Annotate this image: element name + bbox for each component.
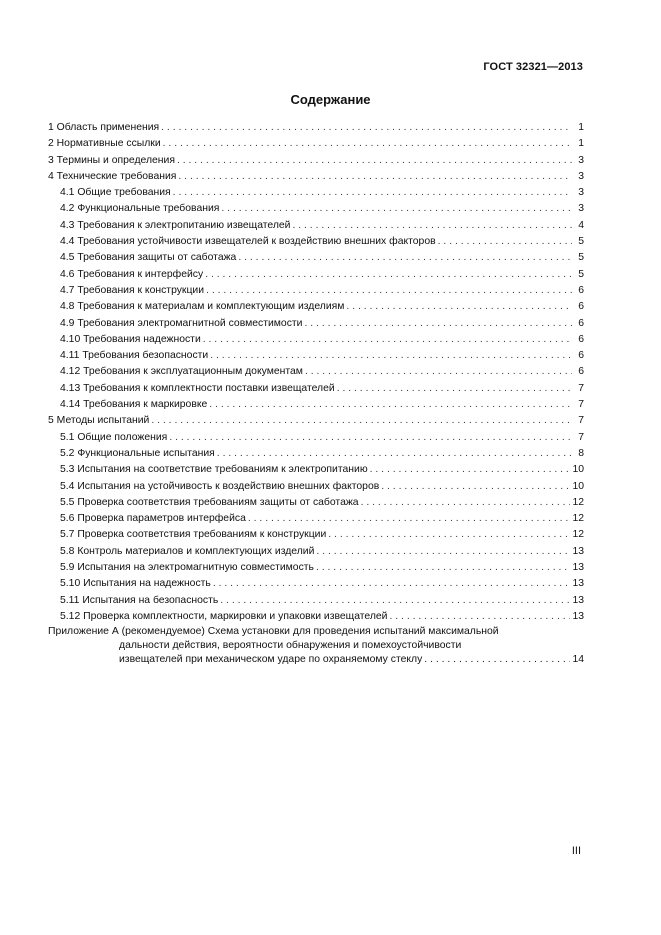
leader-dots — [337, 381, 572, 397]
toc-entry-title: 4.5 Требования защиты от саботажа — [60, 252, 237, 264]
toc-entry[interactable] — [48, 413, 584, 429]
toc-entry-title: 5.4 Испытания на устойчивость к воздействию внешних факторов — [60, 480, 380, 492]
toc-entry-title: 4.8 Требования к материалам и комплектующим изделиям — [60, 301, 345, 313]
toc-entry-title: 5 Методы испытаний — [48, 415, 150, 427]
toc-entry[interactable] — [48, 250, 584, 266]
toc-entry-page: 12 — [572, 529, 584, 541]
toc-entry-title: 5.10 Испытания на надежность — [60, 578, 211, 590]
toc-entry-page: 5 — [578, 236, 584, 248]
toc-entry-title: 5.12 Проверка комплектности, маркировки и упаковки извещателей — [60, 610, 388, 622]
leader-dots — [292, 218, 572, 234]
page-number: III — [571, 845, 581, 857]
leader-dots — [361, 495, 571, 511]
toc-entry[interactable] — [48, 185, 584, 201]
toc-entry-page: 13 — [572, 545, 584, 557]
toc-entry[interactable] — [48, 544, 584, 560]
leader-dots — [328, 527, 570, 543]
leader-dots — [424, 653, 570, 667]
appendix-page-number: 14 — [572, 654, 584, 666]
leader-dots — [203, 332, 572, 348]
leader-dots — [238, 250, 572, 266]
table-of-contents — [48, 120, 584, 667]
toc-entry[interactable] — [48, 381, 584, 397]
toc-entry-title: 5.1 Общие положения — [60, 431, 168, 443]
toc-entry-title: 4.2 Функциональные требования — [60, 203, 220, 215]
toc-entry-title: 4.13 Требования к комплектности поставки извещателей — [60, 382, 335, 394]
toc-entry[interactable] — [48, 609, 584, 625]
toc-entry-page: 6 — [578, 284, 584, 296]
toc-entry[interactable] — [48, 169, 584, 185]
toc-entry-page: 7 — [578, 399, 584, 411]
toc-entry[interactable] — [48, 348, 584, 364]
leader-dots — [151, 413, 572, 429]
toc-entry[interactable] — [48, 136, 584, 152]
toc-entry-title: 4.4 Требования устойчивости извещателей к воздействию внешних факторов — [60, 236, 436, 248]
document-standard-header: ГОСТ 32321—2013 — [483, 61, 583, 73]
toc-entry-page: 7 — [578, 415, 584, 427]
leader-dots — [206, 283, 572, 299]
toc-entry-page: 12 — [572, 513, 584, 525]
toc-entry[interactable] — [48, 479, 584, 495]
toc-entry-page: 13 — [572, 610, 584, 622]
appendix-title-line-2: дальности действия, вероятности обнаружения и помехоустойчивости — [119, 640, 462, 652]
toc-entry[interactable] — [48, 446, 584, 462]
toc-entry[interactable] — [48, 316, 584, 332]
toc-entry-title: 5.6 Проверка параметров интерфейса — [60, 513, 246, 525]
toc-entry-title: 3 Термины и определения — [48, 154, 175, 166]
toc-entry[interactable] — [48, 267, 584, 283]
toc-entry-page: 13 — [572, 562, 584, 574]
leader-dots — [205, 267, 572, 283]
toc-entry[interactable] — [48, 576, 584, 592]
toc-entry-title: 5.11 Испытания на безопасность — [60, 594, 219, 606]
leader-dots — [220, 593, 570, 609]
leader-dots — [221, 201, 572, 217]
toc-entry[interactable] — [48, 364, 584, 380]
leader-dots — [381, 479, 570, 495]
leader-dots — [390, 609, 571, 625]
toc-entry-page: 3 — [578, 154, 584, 166]
toc-entry[interactable] — [48, 560, 584, 576]
toc-entry-page: 6 — [578, 350, 584, 362]
leader-dots — [178, 169, 572, 185]
toc-entry-title: 5.5 Проверка соответствия требованиям защиты от саботажа — [60, 496, 359, 508]
toc-entry-page: 1 — [578, 122, 584, 133]
toc-entry-title: 4.14 Требования к маркировке — [60, 399, 208, 411]
toc-entry[interactable] — [48, 283, 584, 299]
toc-entry-page: 5 — [578, 252, 584, 264]
leader-dots — [370, 462, 571, 478]
leader-dots — [346, 299, 572, 315]
leader-dots — [169, 430, 572, 446]
toc-entry[interactable] — [48, 153, 584, 169]
leader-dots — [161, 120, 572, 136]
toc-entry-title: 4.9 Требования электромагнитной совместимости — [60, 317, 303, 329]
toc-appendix-entry[interactable] — [48, 625, 584, 667]
toc-entry[interactable] — [48, 430, 584, 446]
toc-entry-page: 6 — [578, 366, 584, 378]
toc-entry-page: 4 — [578, 219, 584, 231]
toc-entry-title: 4.7 Требования к конструкции — [60, 284, 205, 296]
toc-entry-title: 4.3 Требования к электропитанию извещателей — [60, 219, 291, 231]
appendix-title-line-1: Приложение А (рекомендуемое) Схема установки для проведения испытаний максимальной — [48, 626, 499, 638]
leader-dots — [248, 511, 571, 527]
toc-entry[interactable] — [48, 527, 584, 543]
toc-entry-page: 1 — [578, 138, 584, 150]
appendix-title-line-3-text: извещателей при механическом ударе по охраняемому стеклу — [119, 654, 423, 666]
toc-entry[interactable] — [48, 462, 584, 478]
toc-entry-page: 7 — [578, 382, 584, 394]
toc-entry[interactable] — [48, 218, 584, 234]
toc-entry[interactable] — [48, 495, 584, 511]
toc-entry[interactable] — [48, 332, 584, 348]
leader-dots — [177, 153, 572, 169]
toc-entry[interactable] — [48, 234, 584, 250]
toc-entry[interactable] — [48, 201, 584, 217]
toc-entry-page: 7 — [578, 431, 584, 443]
toc-entry-title: 1 Область применения — [48, 122, 160, 133]
toc-entry-title: 4.12 Требования к эксплуатационным документам — [60, 366, 303, 378]
toc-entry[interactable] — [48, 593, 584, 609]
toc-entry[interactable] — [48, 397, 584, 413]
toc-entry-title: 5.8 Контроль материалов и комплектующих изделий — [60, 545, 315, 557]
toc-entry-page: 13 — [572, 594, 584, 606]
leader-dots — [304, 316, 572, 332]
toc-entry[interactable] — [48, 120, 584, 136]
toc-entry-page: 6 — [578, 333, 584, 345]
toc-entry-title: 4.1 Общие требования — [60, 187, 171, 199]
toc-entry-page: 5 — [578, 268, 584, 280]
leader-dots — [173, 185, 572, 201]
toc-entry-title: 2 Нормативные ссылки — [48, 138, 161, 150]
toc-entry-title: 4.11 Требования безопасности — [60, 350, 209, 362]
leader-dots — [213, 576, 571, 592]
leader-dots — [316, 544, 570, 560]
toc-entry-title: 4.6 Требования к интерфейсу — [60, 268, 204, 280]
toc-entry-title: 4 Технические требования — [48, 170, 177, 182]
appendix-title-line-3 — [48, 653, 584, 667]
toc-entry[interactable] — [48, 511, 584, 527]
leader-dots — [163, 136, 572, 152]
leader-dots — [305, 364, 572, 380]
toc-entry-page: 13 — [572, 578, 584, 590]
toc-entry-page: 10 — [572, 464, 584, 476]
toc-entry-page: 8 — [578, 447, 584, 459]
toc-entries — [48, 120, 584, 625]
leader-dots — [209, 397, 572, 413]
toc-entry[interactable] — [48, 299, 584, 315]
toc-entry-page: 3 — [578, 203, 584, 215]
toc-entry-title: 5.3 Испытания на соответствие требованиям к электропитанию — [60, 464, 368, 476]
page-title: Содержание — [290, 92, 371, 107]
toc-entry-page: 3 — [578, 187, 584, 199]
toc-entry-page: 12 — [572, 496, 584, 508]
toc-entry-title: 5.9 Испытания на электромагнитную совместимость — [60, 562, 314, 574]
toc-entry-page: 6 — [578, 301, 584, 313]
toc-entry-page: 10 — [572, 480, 584, 492]
toc-entry-title: 5.7 Проверка соответствия требованиям к конструкции — [60, 529, 327, 541]
toc-entry-page: 6 — [578, 317, 584, 329]
leader-dots — [210, 348, 572, 364]
leader-dots — [316, 560, 570, 576]
toc-entry-title: 4.10 Требования надежности — [60, 333, 201, 345]
leader-dots — [217, 446, 572, 462]
toc-entry-page: 3 — [578, 170, 584, 182]
leader-dots — [438, 234, 572, 250]
toc-entry-title: 5.2 Функциональные испытания — [60, 447, 215, 459]
